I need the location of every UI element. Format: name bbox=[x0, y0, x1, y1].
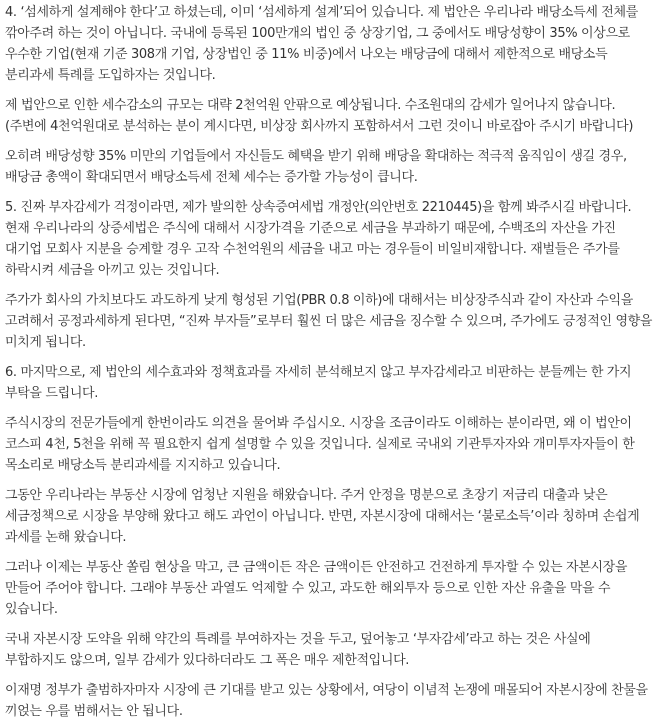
paragraph-capital-market: 그러나 이제는 부동산 쏠림 현상을 막고, 큰 금액이든 작은 금액이든 안전하고 건전하게 투자할 수 있는 자본시장을 만들어 주어야 합니다. 그래야 부동산 과열도 억제할 수 있고, 과도한 해외투자 등으로 인한 자산 유출을 막을 수 있습니다. bbox=[5, 560, 628, 617]
paragraph-real-estate-support: 그동안 우리나라는 부동산 시장에 엄청난 지원을 해왔습니다. 주거 안정을 명분으로 초장기 저금리 대출과 낮은 세금정책으로 시장을 부양해 왔다고 해도 과언이 아닙니다. 반면, 자본시장에 대해서는 ‘불로소득’이라 칭하며 손쉽게 과세를 논해 왔습니다. bbox=[5, 488, 640, 545]
paragraph-point-5: 5. 진짜 부자감세가 걱정이라면, 제가 발의한 상속증여세법 개정안(의안번호 2210445)을 함께 봐주시길 바랍니다. 현재 우리나라의 상증세법은 주식에 대해서 시장가격을 기준으로 세금을 부과하기 때문에, 수백조의 자산을 가진 대기업 모회사 지분을 승계할 경우 고작 수천억원의 세금을 내고 마는 경우들이 비일비재합니다. 재벌들은 주가를 하락시켜 세금을 아끼고 있는 것입니다. bbox=[5, 200, 632, 278]
paragraph-ask-experts: 주식시장의 전문가들에게 한번이라도 의견을 물어봐 주십시오. 시장을 조금이라도 이해하는 분이라면, 왜 이 법안이 코스피 4천, 5천을 위해 꼭 필요한지 쉽게 설명할 수 있을 것입니다. 실제로 국내외 기관투자자와 개미투자자들이 한 목소리로 배당소득 분리과세를 지지하고 있습니다. bbox=[5, 416, 635, 473]
paragraph-conclusion: 이재명 정부가 출범하자마자 시장에 큰 기대를 받고 있는 상황에서, 여당이 이념적 논쟁에 매몰되어 자본시장에 찬물을 끼얹는 우를 범해서는 안 됩니다. bbox=[5, 683, 648, 719]
paragraph-point-4: 4. ‘섬세하게 설계해야 한다’고 하셨는데, 이미 ‘섬세하게 설계’되어 있습니다. 제 법안은 우리나라 배당소득세 전체를 깎아주려 하는 것이 아닙니다. 국내에 등록된 100만개의 법인 중 상장기업, 그 중에서도 배당성향이 35% 이상으로 우수한 기업(현재 기준 308개 기업, 상장법인 중 11% 비중)에서 나오는 배당금에 대해서 제한적으로 배당소득 분리과세 특례를 도입하자는 것입니다. bbox=[5, 5, 638, 83]
paragraph-dividend-expansion: 오히려 배당성향 35% 미만의 기업들에서 자신들도 혜택을 받기 위해 배당을 확대하는 적극적 움직임이 생길 경우, 배당금 총액이 확대되면서 배당소득세 전체 세수는 증가할 가능성이 큽니다. bbox=[5, 149, 627, 185]
paragraph-limited-tax-cut: 국내 자본시장 도약을 위해 약간의 특례를 부여하자는 것을 두고, 덮어놓고 ‘부자감세’라고 하는 것은 사실에 부합하지도 않으며, 일부 감세가 있다하더라도 그 폭은 매우 제한적입니다. bbox=[5, 632, 591, 668]
paragraph-pbr-taxation: 주가가 회사의 가치보다도 과도하게 낮게 형성된 기업(PBR 0.8 이하)에 대해서는 비상장주식과 같이 자산과 수익을 고려해서 공정과세하게 된다면, “진짜 부자들”로부터 훨씬 더 많은 세금을 징수할 수 있으며, 주가에도 긍정적인 영향을 미치게 됩니다. bbox=[5, 293, 653, 350]
paragraph-tax-revenue-estimate: 제 법안으로 인한 세수감소의 규모는 대략 2천억원 안팎으로 예상됩니다. 수조원대의 감세가 일어나지 않습니다. (주변에 4천억원대로 분석하는 분이 계시다면, 비상장 회사까지 포함하셔서 그런 것이니 바로잡아 주시기 바랍니다) bbox=[5, 98, 634, 134]
paragraph-point-6: 6. 마지막으로, 제 법안의 세수효과와 정책효과를 자세히 분석해보지 않고 부자감세라고 비판하는 분들께는 한 가지 부탁을 드립니다. bbox=[5, 365, 632, 401]
document-body bbox=[5, 2, 653, 722]
